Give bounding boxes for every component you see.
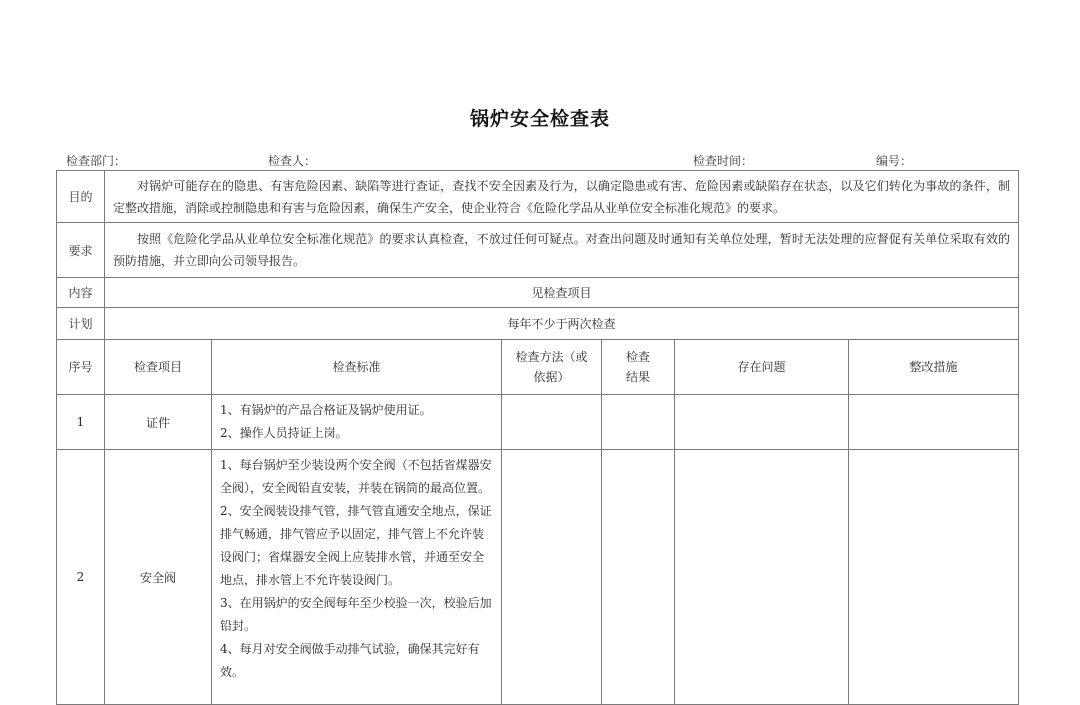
header-result <box>602 340 675 395</box>
row-seq: 2 <box>57 450 105 705</box>
table-row <box>57 450 1019 705</box>
dept-label: 检查部门： <box>66 154 127 168</box>
header-result-line1: 检查 <box>625 350 650 364</box>
purpose-text: 对锅炉可能存在的隐患、有害危险因素、缺陷等进行查证，查找不安全因素及行为，以确定隐患或有害、危险因素或缺陷存在状态，以及它们转化为事故的条件，制定整改措施，消除或控制隐患和有害与危险因素，确保生产安全，使企业符合《危险化学品从业单位安全标准化规范》的要求。 <box>105 171 1019 223</box>
inspection-time-label: 检查时间： <box>693 154 754 168</box>
row-item: 证件 <box>105 395 212 450</box>
inspector-label: 检查人： <box>268 154 317 168</box>
standard-line: 2、安全阀装设排气管，排气管直通安全地点，保证排气畅通，排气管应予以固定，排气管上不允许装设阀门；省煤器安全阀上应装排水管，并通至安全地点，排水管上不允许装设阀门。 <box>220 504 492 587</box>
header-seq: 序号 <box>57 340 105 395</box>
header-issues: 存在问题 <box>675 340 849 395</box>
content-row <box>57 278 1019 308</box>
row-result-cell <box>602 395 675 450</box>
page-title: 锅炉安全检查表 <box>469 108 610 130</box>
header-standard: 检查标准 <box>212 340 502 395</box>
row-seq: 1 <box>57 395 105 450</box>
table-row <box>57 395 1019 450</box>
standard-line: 4、每月对安全阀做手动排气试验，确保其完好有效。 <box>220 642 480 679</box>
standard-line: 1、每台锅炉至少装设两个安全阀（不包括省煤器安全阀），安全阀铅直安装，并装在锅筒的最高位置。 <box>220 458 492 495</box>
purpose-label: 目的 <box>57 171 105 223</box>
standard-line: 2、操作人员持证上岗。 <box>220 426 348 440</box>
requirement-row <box>57 223 1019 278</box>
row-standard <box>212 395 502 450</box>
purpose-row <box>57 171 1019 223</box>
plan-label: 计划 <box>57 308 105 340</box>
row-measures-cell <box>849 395 1019 450</box>
content-label: 内容 <box>57 278 105 308</box>
header-method-line2: 依据） <box>533 370 570 384</box>
inspection-table <box>56 170 1019 705</box>
row-item: 安全阀 <box>105 450 212 705</box>
header-row <box>57 340 1019 395</box>
header-method <box>502 340 602 395</box>
row-measures-cell <box>849 450 1019 705</box>
row-standard <box>212 450 502 705</box>
header-method-line1: 检查方法（或 <box>515 350 588 364</box>
row-method-cell <box>502 395 602 450</box>
plan-value: 每年不少于两次检查 <box>105 308 1019 340</box>
row-issues-cell <box>675 395 849 450</box>
row-result-cell <box>602 450 675 705</box>
standard-line: 1、有锅炉的产品合格证及锅炉使用证。 <box>220 403 432 417</box>
content-value: 见检查项目 <box>105 278 1019 308</box>
requirement-text: 按照《危险化学品从业单位安全标准化规范》的要求认真检查，不放过任何可疑点。对查出问题及时通知有关单位处理，暂时无法处理的应督促有关单位采取有效的预防措施，并立即向公司领导报告。 <box>105 223 1019 278</box>
serial-number-label: 编号： <box>876 154 913 168</box>
row-method-cell <box>502 450 602 705</box>
header-result-line2: 结果 <box>625 370 650 384</box>
row-issues-cell <box>675 450 849 705</box>
standard-line: 3、在用锅炉的安全阀每年至少校验一次，校验后加铅封。 <box>220 596 492 633</box>
header-item: 检查项目 <box>105 340 212 395</box>
requirement-label: 要求 <box>57 223 105 278</box>
plan-row <box>57 308 1019 340</box>
header-measures: 整改措施 <box>849 340 1019 395</box>
